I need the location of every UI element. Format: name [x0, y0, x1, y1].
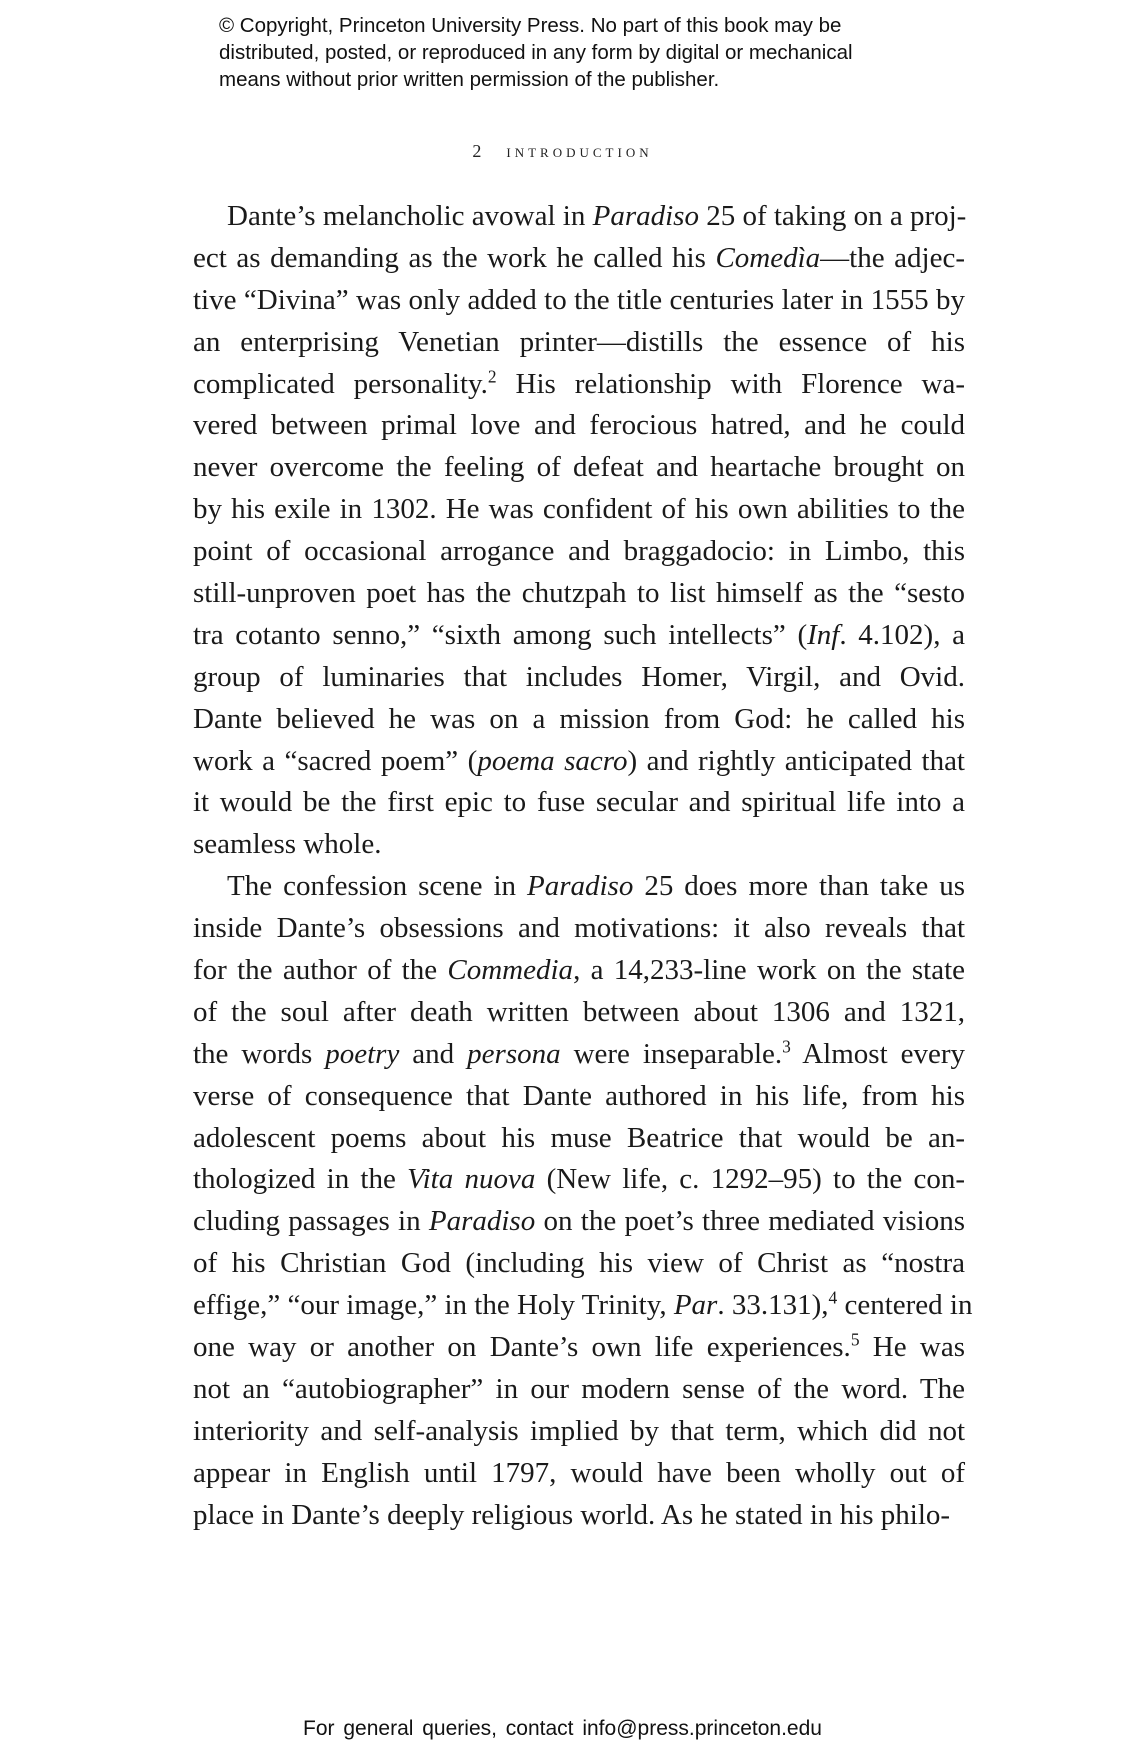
- italic-run: poema sacro: [477, 744, 628, 777]
- text-run: tra cotanto senno,” “sixth among such intellects” (: [193, 618, 808, 651]
- text-line: [193, 950, 965, 992]
- text-run: were inseparable.: [560, 1037, 783, 1070]
- text-run: Almost every: [790, 1037, 966, 1070]
- text-run: inside Dante’s obsessions and motivations: it also reveals that: [193, 912, 965, 945]
- text-run: work a “sacred poem” (: [193, 744, 478, 777]
- text-run: of the soul after death written between about 1306 and 1321,: [193, 995, 965, 1028]
- text-line: [193, 238, 965, 280]
- text-run: place in Dante’s deeply religious world. As he stated in his philo-: [193, 1498, 951, 1531]
- text-line: [193, 866, 965, 908]
- text-line: [193, 1034, 965, 1076]
- text-run: ) and rightly anticipated that: [627, 744, 965, 777]
- text-run: point of occasional arrogance and braggadocio: in Limbo, this: [193, 535, 965, 568]
- italic-run: Vita nuova: [407, 1163, 536, 1196]
- text-run: seamless whole.: [193, 828, 382, 861]
- text-run: tive “Divina” was only added to the title centuries later in 1555 by: [193, 283, 965, 316]
- text-line: [193, 364, 965, 406]
- text-line: [193, 322, 965, 364]
- text-line: [193, 531, 965, 573]
- text-run: adolescent poems about his muse Beatrice that would be an-: [193, 1121, 965, 1154]
- text-line: [193, 280, 965, 322]
- italic-run: Paradiso: [428, 1205, 536, 1238]
- text-run: the words: [193, 1037, 326, 1070]
- text-run: verse of consequence that Dante authored in his life, from his: [193, 1079, 965, 1112]
- text-run: The confession scene in: [227, 870, 527, 903]
- text-line: [193, 782, 965, 824]
- text-run: . 33.131),: [717, 1289, 829, 1322]
- text-line: [193, 1327, 965, 1369]
- text-line: [193, 1495, 965, 1537]
- body-text: [193, 196, 973, 1537]
- text-run: complicated personality.: [193, 367, 488, 400]
- text-run: cluding passages in: [193, 1205, 429, 1238]
- text-run: Dante believed he was on a mission from God: he called his: [193, 702, 965, 735]
- text-run: for the author of the: [193, 954, 448, 987]
- text-run: His relationship with Florence wa-: [496, 367, 965, 400]
- footnote-ref: 3: [782, 1036, 791, 1057]
- italic-run: poetry: [325, 1037, 400, 1070]
- text-run: appear in English until 1797, would have been wholly out of: [193, 1456, 965, 1489]
- text-run: group of luminaries that includes Homer, Virgil, and Ovid.: [193, 660, 965, 693]
- paragraph-2: [193, 866, 973, 1536]
- copyright-line: distributed, posted, or reproduced in any form by digital or mechanical: [219, 41, 853, 64]
- text-run: . 4.102), a: [839, 618, 966, 651]
- text-run: 25 does more than take us: [633, 870, 965, 903]
- text-line: [193, 447, 965, 489]
- italic-run: Paradiso: [592, 200, 699, 232]
- text-line: [193, 196, 965, 238]
- text-line: [193, 1159, 965, 1201]
- text-run: interiority and self-analysis implied by that term, which did not: [193, 1414, 965, 1447]
- copyright-notice: [219, 12, 979, 93]
- text-run: an enterprising Venetian printer—distills the essence of his: [193, 325, 965, 358]
- copyright-line: means without prior written permission of the publisher.: [219, 68, 720, 91]
- text-run: and: [399, 1037, 468, 1070]
- text-line: [193, 657, 965, 699]
- text-line: [193, 1411, 965, 1453]
- text-run: not an “autobiographer” in our modern sense of the word. The: [193, 1372, 965, 1405]
- footnote-ref: 2: [487, 366, 497, 387]
- text-line: [193, 1285, 973, 1327]
- text-run: it would be the first epic to fuse secular and spiritual life into a: [193, 786, 965, 819]
- copyright-line: © Copyright, Princeton University Press. No part of this book may be: [219, 14, 842, 37]
- text-line: [193, 573, 965, 615]
- text-line: [193, 489, 965, 531]
- text-line: [193, 1118, 965, 1160]
- footer-contact: [0, 1717, 1125, 1741]
- text-line: [193, 741, 965, 783]
- text-run: by his exile in 1302. He was confident of his own abilities to the: [193, 493, 965, 526]
- italic-run: Par: [673, 1289, 718, 1322]
- text-run: on the poet’s three mediated visions: [535, 1205, 965, 1238]
- running-head: [0, 141, 1125, 162]
- text-line: [193, 824, 965, 866]
- text-run: one way or another on Dante’s own life experiences.: [193, 1331, 851, 1364]
- text-line: [193, 992, 965, 1034]
- text-run: vered between primal love and ferocious hatred, and he could: [193, 409, 965, 442]
- text-line: [193, 1453, 965, 1495]
- italic-run: persona: [467, 1037, 561, 1070]
- text-run: He was: [859, 1331, 965, 1364]
- text-run: of his Christian God (including his view of Christ as “nostra: [193, 1247, 965, 1280]
- text-line: [193, 699, 965, 741]
- paragraph-1: [193, 196, 965, 866]
- italic-run: Inf: [807, 618, 840, 651]
- text-run: , a 14,233-line work on the state: [573, 954, 966, 987]
- text-line: [193, 1369, 965, 1411]
- footnote-ref: 4: [828, 1287, 838, 1308]
- text-run: still-unproven poet has the chutzpah to list himself as the “sesto: [193, 577, 965, 610]
- text-line: [193, 1243, 965, 1285]
- text-run: —the adjec-: [820, 241, 965, 274]
- italic-run: Commedia: [447, 954, 574, 987]
- text-run: thologized in the: [193, 1163, 408, 1196]
- text-run: never overcome the feeling of defeat and heartache brought on: [193, 451, 965, 484]
- text-run: ect as demanding as the work he called his: [193, 241, 716, 274]
- text-line: [193, 1201, 965, 1243]
- footer-text: For general queries, contact info@press.princeton.edu: [303, 1717, 822, 1740]
- text-run: centered in: [837, 1289, 973, 1322]
- text-line: [193, 615, 965, 657]
- footnote-ref: 5: [850, 1329, 860, 1350]
- text-run: 25 of taking on a proj-: [698, 200, 967, 232]
- italic-run: Paradiso: [527, 870, 634, 903]
- text-run: Dante’s melancholic avowal in: [227, 200, 593, 232]
- text-line: [193, 908, 965, 950]
- running-head-title: introduction: [506, 141, 653, 161]
- text-line: [193, 1076, 965, 1118]
- text-run: effige,” “our image,” in the Holy Trinity,: [193, 1289, 674, 1322]
- italic-run: Comedìa: [715, 241, 821, 274]
- page-number: 2: [472, 141, 485, 161]
- text-line: [193, 405, 965, 447]
- text-run: (New life, c. 1292–95) to the con-: [535, 1163, 965, 1196]
